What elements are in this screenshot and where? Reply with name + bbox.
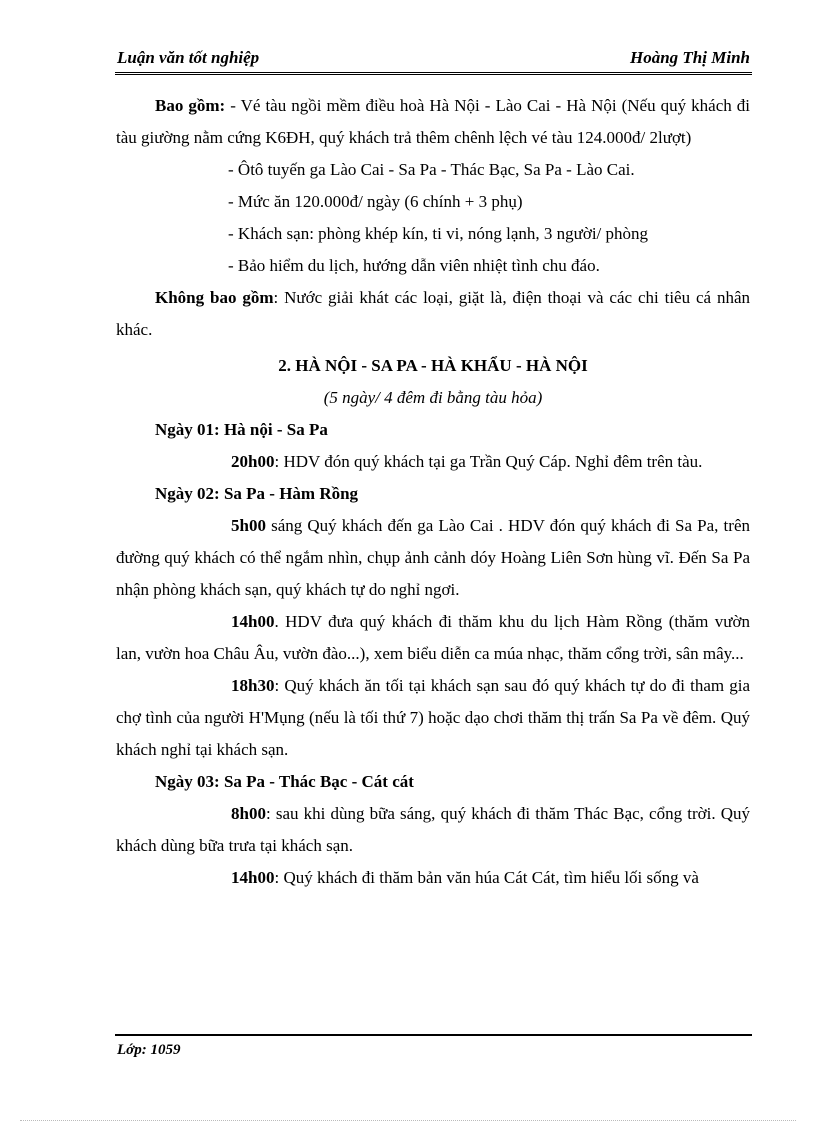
includes-text: - Vé tàu ngồi mềm điều hoà Hà Nội - Lào Cai - Hà Nội (Nếu quý khách đi tàu giường nằm cứng K6ĐH, quý khách trả thêm chênh lệch vé tàu 124.000đ/ 2lượt) [116, 96, 750, 147]
schedule-entry [116, 606, 750, 670]
includes-paragraph [116, 90, 750, 154]
header-divider [115, 72, 752, 75]
entry-time: 18h30 [231, 676, 275, 695]
excludes-paragraph [116, 282, 750, 346]
entry-time: 5h00 [231, 516, 266, 535]
day-title: Ngày 01: Hà nội - Sa Pa [155, 420, 328, 439]
entry-time: 14h00 [231, 612, 275, 631]
header-author: Hoàng Thị Minh [630, 48, 750, 67]
document-body [116, 90, 750, 894]
page-bottom-border [20, 1120, 796, 1121]
includes-item: - Ôtô tuyến ga Lào Cai - Sa Pa - Thác Bạc, Sa Pa - Lào Cai. [228, 160, 635, 179]
entry-time: 20h00 [231, 452, 275, 471]
entry-text: : Quý khách ăn tối tại khách sạn sau đó quý khách tự do đi tham gia chợ tình của người H'Mụng (nếu là tối thứ 7) hoặc dạo chơi thăm thị trấn Sa Pa về đêm. Quý khách nghỉ tại khách sạn. [116, 676, 750, 759]
entry-time: 14h00 [231, 868, 275, 887]
entry-text: : HDV đón quý khách tại ga Trần Quý Cáp. Nghỉ đêm trên tàu. [274, 452, 703, 471]
entry-text: sáng Quý khách đến ga Lào Cai . HDV đón quý khách đi Sa Pa, trên đường quý khách có thể ngắm nhìn, chụp ảnh cảnh dóy Hoàng Liên Sơn hùng vĩ. Đến Sa Pa nhận phòng khách sạn, quý khách tự do nghỉ ngơi. [116, 516, 750, 599]
includes-label: Bao gồm: [155, 96, 226, 115]
excludes-text: : Nước giải khát các loại, giặt là, điện thoại và các chi tiêu cá nhân khác. [116, 288, 750, 339]
excludes-label: Không bao gồm [155, 288, 274, 307]
includes-item: - Bảo hiểm du lịch, hướng dẫn viên nhiệt tình chu đáo. [228, 256, 600, 275]
entry-text: : Quý khách đi thăm bản văn húa Cát Cát, tìm hiểu lối sống và [274, 868, 699, 887]
includes-item: - Khách sạn: phòng khép kín, ti vi, nóng lạnh, 3 người/ phòng [228, 224, 649, 243]
page-header [115, 48, 752, 72]
schedule-entry [116, 670, 750, 766]
entry-time: 8h00 [231, 804, 266, 823]
section-title: 2. HÀ NỘI - SA PA - HÀ KHẨU - HÀ NỘI [278, 356, 588, 375]
schedule-entry [116, 510, 750, 606]
entry-text: . HDV đưa quý khách đi thăm khu du lịch Hàm Rồng (thăm vườn lan, vườn hoa Châu Âu, vườn đào...), xem biểu diễn ca múa nhạc, thăm cổng trời, sân mây... [116, 612, 750, 663]
day-title: Ngày 03: Sa Pa - Thác Bạc - Cát cát [155, 772, 414, 791]
entry-text: : sau khi dùng bữa sáng, quý khách đi thăm Thác Bạc, cổng trời. Quý khách dùng bữa trưa tại khách sạn. [116, 804, 750, 855]
header-thesis-title: Luận văn tốt nghiệp [117, 48, 260, 67]
footer-divider [115, 1034, 752, 1036]
section-subtitle: (5 ngày/ 4 đêm đi bằng tàu hỏa) [323, 388, 543, 407]
schedule-entry [116, 798, 750, 862]
footer-class-label: Lớp: 1059 [117, 1042, 181, 1058]
includes-item: - Mức ăn 120.000đ/ ngày (6 chính + 3 phụ) [228, 192, 523, 211]
schedule-entry [116, 446, 750, 478]
day-title: Ngày 02: Sa Pa - Hàm Rồng [155, 484, 359, 503]
schedule-entry [116, 862, 750, 894]
